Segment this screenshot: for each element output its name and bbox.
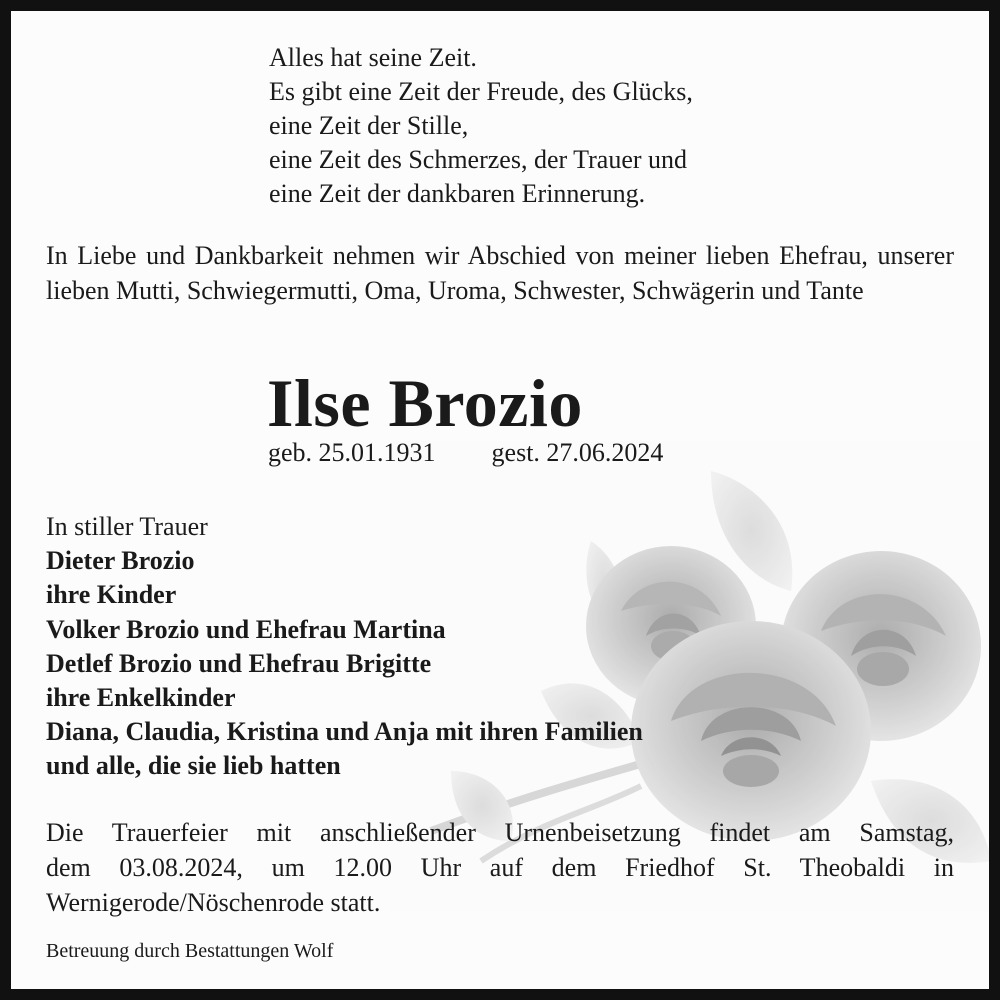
mourner-line: ihre Kinder bbox=[46, 580, 177, 610]
deceased-name: Ilse Brozio bbox=[267, 365, 583, 441]
birth-date: geb. 25.01.1931 bbox=[268, 438, 436, 467]
mourners-list bbox=[46, 510, 643, 784]
poem-line: Es gibt eine Zeit der Freude, des Glücks, bbox=[269, 77, 693, 106]
ceremony-line: dem 03.08.2024, um 12.00 Uhr auf dem Friedhof St. Theobaldi in bbox=[46, 853, 954, 882]
intro-paragraph: In Liebe und Dankbarkeit nehmen wir Abschied von meiner lieben Ehefrau, unserer lieben Mutti, Schwiegermutti, Oma, Uroma, Schwester, Schwägerin und Tante bbox=[46, 241, 954, 305]
poem-line: eine Zeit des Schmerzes, der Trauer und bbox=[269, 145, 688, 174]
life-dates bbox=[268, 435, 663, 471]
poem-line: eine Zeit der dankbaren Erinnerung. bbox=[269, 179, 646, 208]
mourner-line: Diana, Claudia, Kristina und Anja mit ihren Familien bbox=[46, 717, 643, 747]
poem bbox=[269, 41, 693, 211]
mourner-line: Volker Brozio und Ehefrau Martina bbox=[46, 614, 446, 644]
mourner-line: Dieter Brozio bbox=[46, 546, 195, 576]
death-date: gest. 27.06.2024 bbox=[491, 438, 664, 467]
mourner-line: Detlef Brozio und Ehefrau Brigitte bbox=[46, 648, 432, 678]
mourner-line: und alle, die sie lieb hatten bbox=[46, 751, 341, 781]
ceremony-line: Die Trauerfeier mit anschließender Urnenbeisetzung findet am Samstag, bbox=[46, 818, 954, 847]
poem-line: Alles hat seine Zeit. bbox=[269, 43, 477, 72]
undertaker-note: Betreuung durch Bestattungen Wolf bbox=[46, 940, 334, 962]
mourner-line: ihre Enkelkinder bbox=[46, 683, 236, 713]
ceremony-info bbox=[46, 815, 954, 920]
ceremony-line: Wernigerode/Nöschenrode statt. bbox=[46, 888, 381, 917]
poem-line: eine Zeit der Stille, bbox=[269, 111, 469, 140]
mourners-heading: In stiller Trauer bbox=[46, 512, 208, 541]
